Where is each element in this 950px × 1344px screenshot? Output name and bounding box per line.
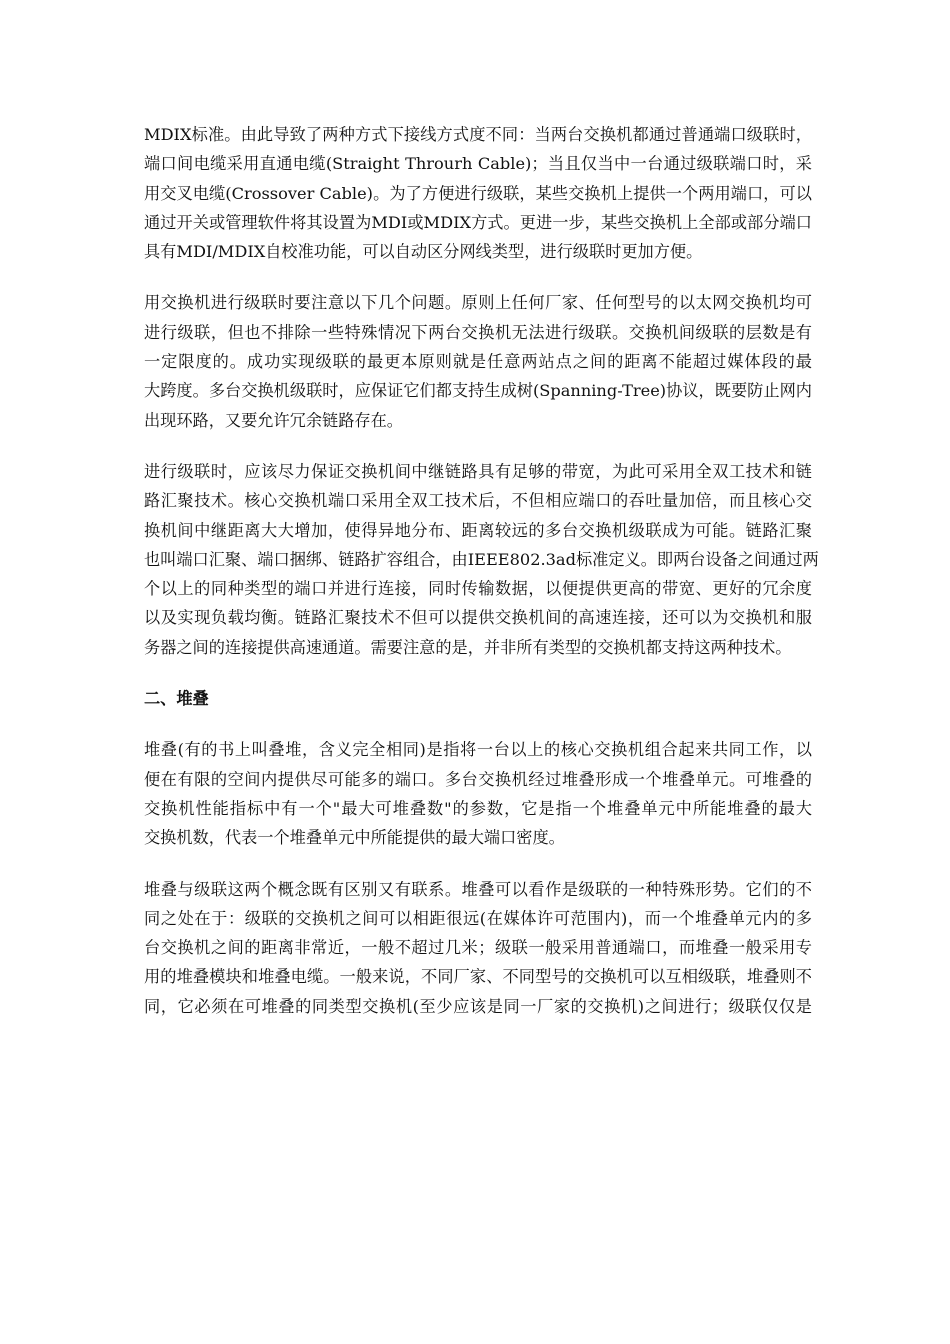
text-line: 同，它必须在可堆叠的同类型交换机(至少应该是同一厂家的交换机)之间进行；级联仅仅是 [144,996,812,1016]
text-line: 交换机性能指标中有一个"最大可堆叠数"的参数，它是指一个堆叠单元中所能堆叠的最大 [144,798,812,818]
paragraph-stacking-vs-cascading [144,875,812,1021]
text-line: 同之处在于：级联的交换机之间可以相距很远(在媒体许可范围内)，而一个堆叠单元内的多 [144,908,812,928]
section-heading-stacking: 二、堆叠 [144,689,209,709]
text-line: 进行级联时，应该尽力保证交换机间中继链路具有足够的带宽，为此可采用全双工技术和链 [144,461,812,481]
text-line: 堆叠(有的书上叫叠堆，含义完全相同)是指将一台以上的核心交换机组合起来共同工作，以 [144,740,812,760]
text-line: 便在有限的空间内提供尽可能多的端口。多台交换机经过堆叠形成一个堆叠单元。可堆叠的 [144,769,812,789]
text-line: 台交换机之间的距离非常近，一般不超过几米；级联一般采用普通端口，而堆叠一般采用专 [144,938,812,958]
text-line: 个以上的同种类型的端口并进行连接，同时传输数据，以便提供更高的带宽、更好的冗余度 [144,579,812,599]
text-line: 换机间中继距离大大增加，使得异地分布、距离较远的多台交换机级联成为可能。链路汇聚 [144,520,812,540]
text-line: 路汇聚技术。核心交换机端口采用全双工技术后，不但相应端口的吞吐量加倍，而且核心交 [144,491,812,511]
text-line: 通过开关或管理软件将其设置为MDI或MDIX方式。更进一步，某些交换机上全部或部分端口 [144,212,812,232]
text-line: 交换机数，代表一个堆叠单元中所能提供的最大端口密度。 [144,828,565,848]
text-line: 大跨度。多台交换机级联时，应保证它们都支持生成树(Spanning-Tree)协议，既要防止网内 [144,381,812,401]
text-line: 用交叉电缆(Crossover Cable)。为了方便进行级联，某些交换机上提供一个两用端口，可以 [144,183,812,203]
text-line: 具有MDI/MDIX自校准功能，可以自动区分网线类型，进行级联时更加方便。 [144,242,703,262]
text-line: 用交换机进行级联时要注意以下几个问题。原则上任何厂家、任何型号的以太网交换机均可 [144,293,812,313]
text-line: 堆叠与级联这两个概念既有区别又有联系。堆叠可以看作是级联的一种特殊形势。它们的不 [144,879,812,899]
text-line: 用的堆叠模块和堆叠电缆。一般来说，不同厂家、不同型号的交换机可以互相级联，堆叠则不 [144,967,812,987]
text-line: 也叫端口汇聚、端口捆绑、链路扩容组合，由IEEE802.3ad标准定义。即两台设备之间通过两 [144,549,819,569]
text-line: 务器之间的连接提供高速通道。需要注意的是，并非所有类型的交换机都支持这两种技术。 [144,637,792,657]
text-line: 以及实现负载均衡。链路汇聚技术不但可以提供交换机间的高速连接，还可以为交换机和服 [144,608,812,628]
text-line: 出现环路，又要允许冗余链路存在。 [144,410,403,430]
text-line: 进行级联，但也不排除一些特殊情况下两台交换机无法进行级联。交换机间级联的层数是有 [144,322,812,342]
text-line: MDIX标准。由此导致了两种方式下接线方式度不同：当两台交换机都通过普通端口级联时， [144,125,812,144]
paragraph-mdix-standard [144,120,812,266]
paragraph-link-aggregation [144,457,819,662]
text-line: 一定限度的。成功实现级联的最更本原则就是任意两站点之间的距离不能超过媒体段的最 [144,352,812,372]
text-line: 端口间电缆采用直通电缆(Straight Throurh Cable)；当且仅当中一台通过级联端口时，采 [144,154,812,174]
paragraph-cascade-notes [144,288,812,434]
paragraph-stacking-definition [144,735,812,852]
document-page [144,120,819,1043]
